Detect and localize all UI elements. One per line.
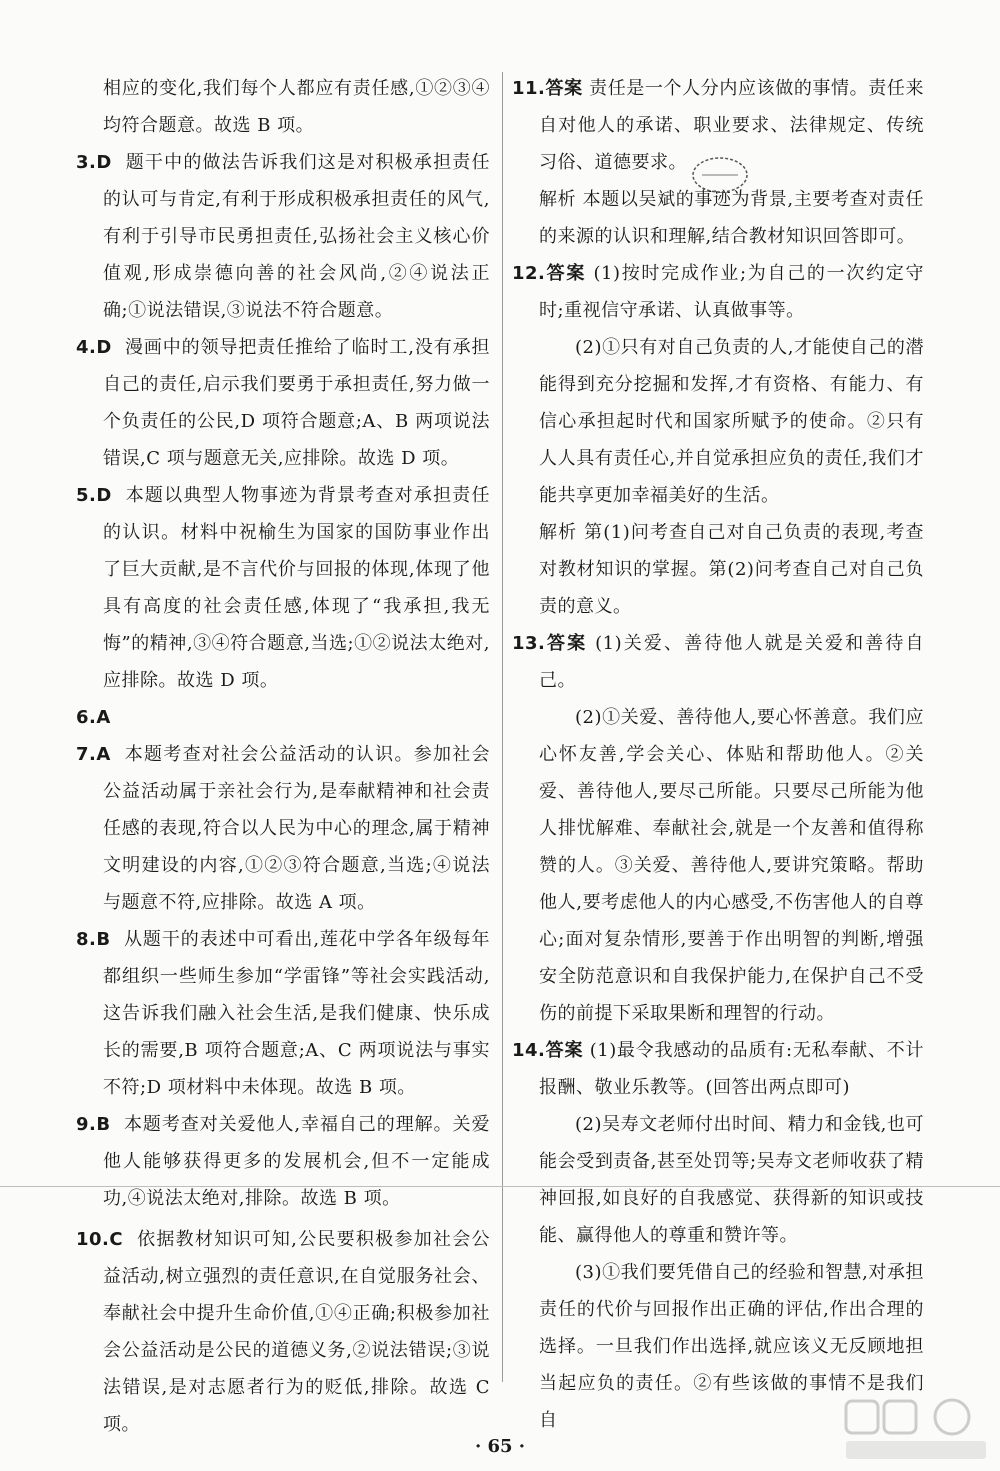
answer-item-13: 13.答案 (1)关爱、善待他人就是关爱和善待自己。 [512, 633, 924, 691]
left-column [76, 70, 490, 1443]
page-number: · 65 · [474, 1436, 526, 1457]
answer-item-7: 7.A 本题考查对社会公益活动的认识。参加社会公益活动属于亲社会行为,是奉献精神和社会责任感的表现,符合以人民为中心的理念,属于精神文明建设的内容,①②③符合题意,当选;④说法与题意不符,应排除。故选 A 项。 [76, 744, 490, 913]
right-column [512, 70, 924, 1439]
answer-item-5: 5.D 本题以典型人物事迹为背景考查对承担责任的认识。材料中祝榆生为国家的国防事业作出了巨大贡献,是不言代价与回报的体现,体现了他具有高度的社会责任感,体现了“我承担,我无悔”的精神,③④符合题意,当选;①②说法太绝对,应排除。故选 D 项。 [76, 485, 490, 691]
analysis-item-11: 解析 本题以吴斌的事迹为背景,主要考查对责任的来源的认识和理解,结合教材知识回答即可。 [539, 189, 924, 247]
left-continuation: 相应的变化,我们每个人都应有责任感,①②③④均符合题意。故选 B 项。 [103, 78, 490, 136]
analysis-item-12: 解析 第(1)问考查自己对自己负责的表现,考查对教材知识的掌握。第(2)问考查自己对自己负责的意义。 [539, 522, 925, 617]
sub-answers-14 [512, 1106, 924, 1439]
answer-item-6: 6.A [76, 707, 111, 728]
answer-item-4: 4.D 漫画中的领导把责任推给了临时工,没有承担自己的责任,启示我们要勇于承担责任,努力做一个负责任的公民,D 项符合题意;A、B 两项说法错误,C 项与题意无关,应排除。故选 D 项。 [76, 337, 490, 469]
answer-item-10: 10.C 依据教材知识可知,公民要积极参加社会公益活动,树立强烈的责任意识,在自觉服务社会、奉献社会中提升生命价值,①④正确;积极参加社会公益活动是公民的道德义务,②说法错误;③说法错误,是对志愿者行为的贬低,排除。故选 C 项。 [76, 1229, 490, 1435]
sub-answers-13 [512, 699, 924, 1032]
answer-item-8: 8.B 从题干的表述中可看出,莲花中学各年级每年都组织一些师生参加“学雷锋”等社会实践活动,这告诉我们融入社会生活,是我们健康、快乐成长的需要,B 项符合题意;A、C 两项说法与事实不符;D 项材料中未体现。故选 B 项。 [76, 929, 490, 1098]
sub-answer: (2)吴寿文老师付出时间、精力和金钱,也可能会受到责备,甚至处罚等;吴寿文老师收获了精神回报,如良好的自我感觉、获得新的知识或技能、赢得他人的尊重和赞许等。 [539, 1114, 924, 1246]
sub-answer: (2)①只有对自己负责的人,才能使自己的潜能得到充分挖掘和发挥,才有资格、有能力、有信心承担起时代和国家所赋予的使命。②只有人人具有责任心,并自觉承担应负的责任,我们才能共享更加幸福美好的生活。 [539, 337, 924, 506]
sub-answer: (3)①我们要凭借自己的经验和智慧,对承担责任的代价与回报作出正确的评估,作出合理的选择。一旦我们作出选择,就应该义无反顾地担当起应负的责任。②有些该做的事情不是我们自 [539, 1262, 924, 1431]
answer-item-3: 3.D 题干中的做法告诉我们这是对积极承担责任的认可与肯定,有利于形成积极承担责任的风气,有利于引导市民勇担责任,弘扬社会主义核心价值观,形成崇德向善的社会风尚,②④说法正确;①说法错误,③说法不符合题意。 [76, 152, 490, 321]
ink-stamp-icon [690, 155, 750, 195]
answer-item-12: 12.答案 (1)按时完成作业;为自己的一次约定守时;重视信守承诺、认真做事等。 [512, 263, 924, 321]
watermark-logo-icon [842, 1395, 992, 1465]
answer-item-11: 11.答案 责任是一个人分内应该做的事情。责任来自对他人的承诺、职业要求、法律规定、传统习俗、道德要求。 [512, 78, 924, 173]
sub-answers-12 [512, 329, 924, 625]
sub-answer: (2)①关爱、善待他人,要心怀善意。我们应心怀友善,学会关心、体贴和帮助他人。②关爱、善待他人,要尽己所能。只要尽己所能为他人排忧解难、奉献社会,就是一个友善和值得称赞的人。③关爱、善待他人,要讲究策略。帮助他人,要考虑他人的内心感受,不伤害他人的自尊心;面对复杂情形,要善于作出明智的判断,增强安全防范意识和自我保护能力,在保护自己不受伤的前提下采取果断和理智的行动。 [539, 707, 924, 1024]
answer-item-9: 9.B 本题考查对关爱他人,幸福自己的理解。关爱他人能够获得更多的发展机会,但不一定能成功,④说法太绝对,排除。故选 B 项。 [76, 1114, 490, 1209]
answer-item-14: 14.答案 (1)最令我感动的品质有:无私奉献、不计报酬、敬业乐教等。(回答出两点即可) [512, 1040, 924, 1098]
